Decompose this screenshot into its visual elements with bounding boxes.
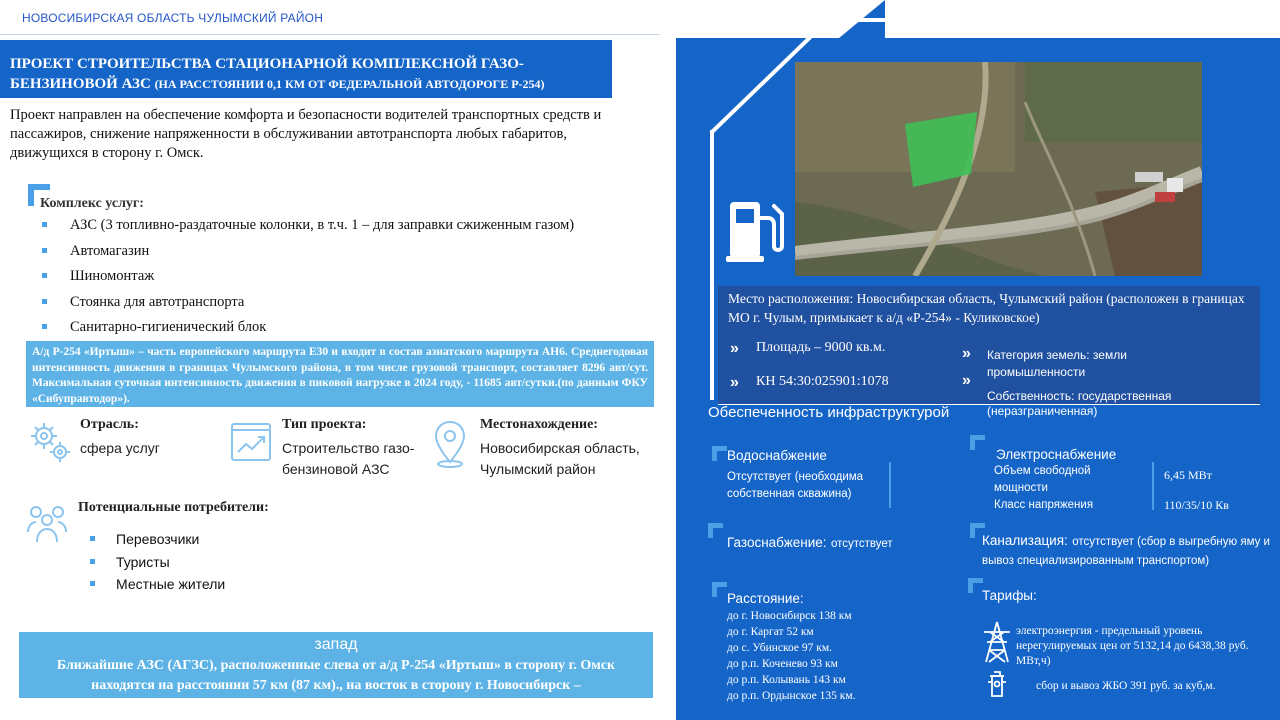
power-capacity-value: 6,45 МВт: [1164, 468, 1212, 482]
divider: [889, 462, 891, 508]
title-line2: БЕНЗИНОВОЙ АЗС: [10, 76, 151, 92]
infra-title: Обеспеченность инфраструктурой: [708, 404, 950, 421]
tariff-sewer: сбор и вывоз ЖБО 391 руб. за куб,м.: [1036, 680, 1216, 692]
power-capacity-label: Объем свободной мощности: [994, 465, 1091, 494]
list-item: до р.п. Ордынское 135 км.: [727, 690, 856, 702]
section-bracket-icon: [712, 582, 727, 597]
project-type-label: Тип проекта:: [282, 417, 367, 432]
power-tower-icon: [980, 620, 1014, 664]
list-item: АЗС (3 топливно-раздаточные колонки, в т.ч. 1 – для заправки сжиженным газом): [40, 215, 574, 241]
project-type-value: Строительство газо-бензиновой АЗС: [282, 440, 415, 477]
people-icon: [24, 500, 70, 546]
complex-title: Комплекс услуг:: [40, 196, 144, 211]
list-item: Санитарно-гигиенический блок: [40, 317, 574, 343]
list-item: до г. Новосибирск 138 км: [727, 610, 852, 622]
frame-line: [710, 130, 714, 400]
cadastral-number: КН 54:30:025901:1078: [756, 374, 889, 389]
project-title: [0, 40, 612, 98]
power-title: Электроснабжение: [996, 447, 1117, 462]
location-value: Новосибирская область, Чулымский район: [480, 440, 640, 477]
nearest-stations-box: [19, 632, 653, 698]
land-category: Категория земель: земли промышленности: [987, 348, 1127, 379]
divider: [1152, 462, 1154, 510]
section-bracket-icon: [708, 523, 723, 538]
satellite-map: [795, 62, 1202, 276]
west-label: запад: [314, 636, 358, 653]
industry-label: Отрасль:: [80, 417, 139, 432]
ownership: Собственность: государственная (неразграниченная): [987, 389, 1172, 418]
area-text: Площадь – 9000 кв.м.: [756, 340, 886, 355]
list-item: до р.п. Колывань 143 км: [727, 674, 846, 686]
list-item: Перевозчики: [116, 529, 225, 552]
gas-value: отсутствует: [831, 538, 893, 550]
section-bracket-icon: [970, 435, 985, 450]
list-item: Стоянка для автотранспорта: [40, 292, 574, 318]
tariff-power: электроэнергия - предельный уровень нерегулируемых цен от 5132,14 до 6438,38 руб. МВт,ч): [1016, 625, 1249, 667]
sewer-title: Канализация:: [982, 533, 1068, 548]
section-bracket-icon: [968, 578, 983, 593]
project-intro: Проект направлен на обеспечение комфорта и безопасности водителей транспортных средств и пассажиров, снижение напряженности в обслуживании автотранспорта любых габаритов, движущихся в сторону г. Омск.: [10, 107, 602, 161]
water-title: Водоснабжение: [727, 448, 827, 463]
double-chevron-icon: »: [730, 374, 739, 391]
gas-row: [727, 534, 893, 553]
sewer-value: отсутствует (сбор в выгребную яму и вывоз специализированным транспортом): [982, 536, 1270, 567]
list-item: до с. Убинское 97 км.: [727, 642, 832, 654]
title-line2-note: (НА РАССТОЯНИИ 0,1 КМ ОТ ФЕДЕРАЛЬНОЙ АВТОДОРОГЕ Р-254): [154, 77, 545, 91]
power-voltage-label: Класс напряжения: [994, 499, 1094, 511]
chart-board-icon: [228, 420, 274, 464]
industry-value: сфера услуг: [80, 440, 160, 456]
fuel-pump-icon: [726, 196, 784, 264]
traffic-info: А/д Р-254 «Иртыш» – часть европейского маршрута Е30 и входит в состав азиатского маршрута АН6. Среднегодовая интенсивность движения в границах Чулымского района, в том числе грузовой транспорт, составляет 8296 авт/сут. Максимальная суточная интенсивность движения в пиковой нагрузке в 2024 году, - 11685 авт/сутки.(по данным ФКУ «Сибуправтодор»).: [26, 341, 654, 407]
title-line1: ПРОЕКТ СТРОИТЕЛЬСТВА СТАЦИОНАРНОЙ КОМПЛЕКСНОЙ ГАЗО-: [10, 56, 524, 72]
section-bracket-icon: [712, 446, 727, 461]
hydrant-icon: [986, 668, 1008, 698]
location-label: Местонахождение:: [480, 417, 598, 432]
region-header: НОВОСИБИРСКАЯ ОБЛАСТЬ ЧУЛЫМСКИЙ РАЙОН: [22, 11, 324, 25]
location-pin-icon: [430, 418, 470, 470]
list-item: до г. Каргат 52 км: [727, 626, 814, 638]
power-voltage-value: 110/35/10 Кв: [1164, 498, 1229, 512]
list-item: Туристы: [116, 552, 225, 575]
consumers-list: [116, 529, 225, 597]
nearest-stations-text: Ближайшие АЗС (АГЗС), расположенные слева от а/д Р-254 «Иртыш» в сторону г. Омск находятся на расстоянии 57 км (87 км)., на восток в сторону г. Новосибирск –: [56, 658, 616, 693]
distance-title: Расстояние:: [727, 591, 804, 606]
frame-line: [822, 18, 1280, 22]
header-divider: [0, 34, 660, 35]
water-value: Отсутствует (необходима собственная скважина): [727, 471, 864, 500]
list-item: Местные жители: [116, 574, 225, 597]
double-chevron-icon: »: [962, 345, 971, 362]
double-chevron-icon: »: [962, 372, 971, 389]
place-text: Место расположения: Новосибирская область, Чулымский район (расположен в границах МО г. Чулым, примыкает к а/д «Р-254» - Куликовское): [728, 291, 1245, 325]
distance-list: [727, 608, 855, 704]
list-item: до р.п. Коченево 93 км: [727, 658, 838, 670]
services-list: [40, 215, 574, 343]
gears-icon: [26, 418, 74, 466]
consumers-title: Потенциальные потребители:: [78, 500, 269, 515]
list-item: Автомагазин: [40, 241, 574, 267]
tariffs-title: Тарифы:: [982, 588, 1037, 603]
sewer-row: [982, 532, 1272, 570]
double-chevron-icon: »: [730, 340, 739, 357]
list-item: Шиномонтаж: [40, 266, 574, 292]
gas-title: Газоснабжение:: [727, 535, 827, 550]
